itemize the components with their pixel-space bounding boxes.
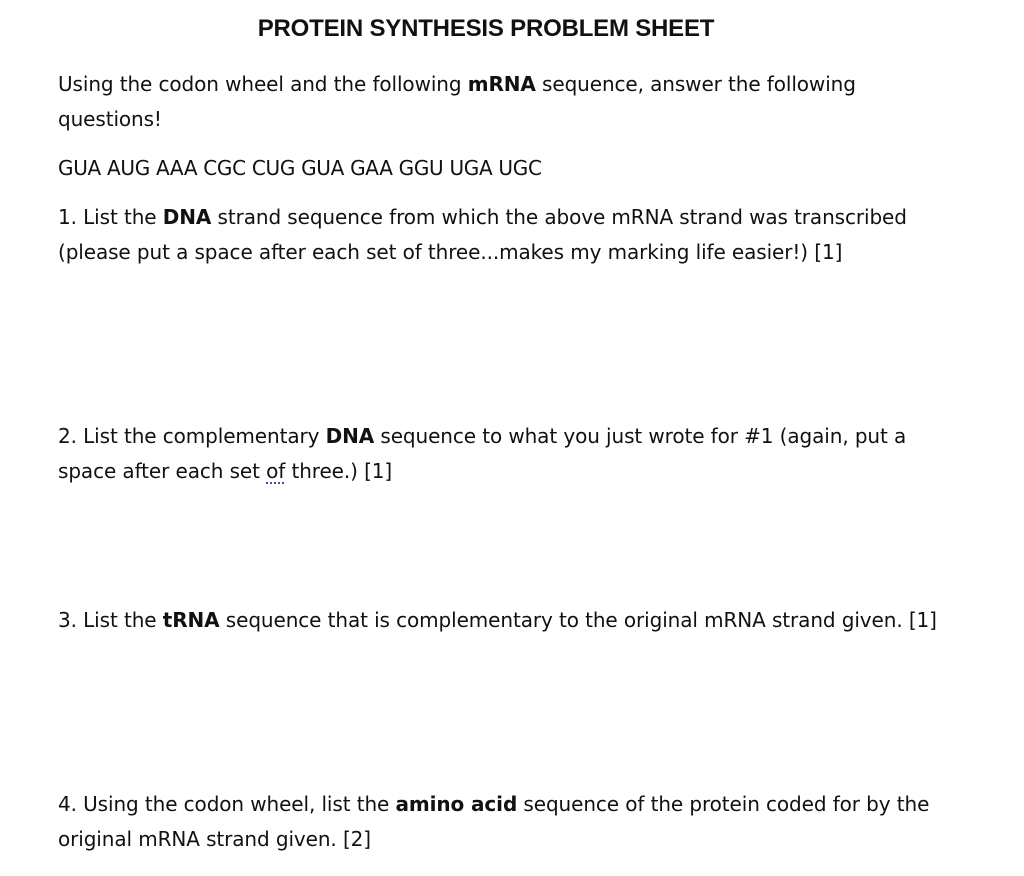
instructions-paragraph: [58, 67, 938, 137]
question-1: [58, 200, 938, 270]
question-4: [58, 787, 938, 857]
question-1-text-end: strand sequence from which the above mRNA strand was transcribed (please put a space after each set of three...makes my marking life easier!) [1]: [58, 205, 907, 264]
question-3-text-start: 3. List the: [58, 608, 163, 632]
question-4-text-end: sequence of the protein coded for by the original mRNA strand given. [2]: [58, 792, 930, 851]
mrna-sequence: GUA AUG AAA CGC CUG GUA GAA GGU UGA UGC: [58, 156, 542, 180]
question-1-keyword: DNA: [162, 205, 212, 229]
grammar-flagged-word[interactable]: of: [266, 459, 286, 483]
instructions-text-start: Using the codon wheel and the following: [58, 72, 468, 96]
question-4-keyword: amino acid: [395, 792, 518, 816]
question-2-text-middle: sequence to what you just wrote for #1 (again, put a space after each set: [58, 424, 907, 483]
question-1-text-start: 1. List the: [58, 205, 163, 229]
instructions-text-end: sequence, answer the following questions!: [58, 72, 856, 131]
question-2-text-end: three.) [1]: [285, 459, 393, 483]
page-title: PROTEIN SYNTHESIS PROBLEM SHEET: [257, 15, 715, 42]
question-3: [58, 603, 938, 638]
question-2: [58, 419, 938, 489]
question-2-text-start: 2. List the complementary: [58, 424, 326, 448]
question-4-text-start: 4. Using the codon wheel, list the: [58, 792, 396, 816]
question-3-keyword: tRNA: [162, 608, 220, 632]
instructions-mrna-keyword: mRNA: [467, 72, 536, 96]
question-3-text-end: sequence that is complementary to the original mRNA strand given. [1]: [219, 608, 937, 632]
question-2-keyword: DNA: [325, 424, 375, 448]
